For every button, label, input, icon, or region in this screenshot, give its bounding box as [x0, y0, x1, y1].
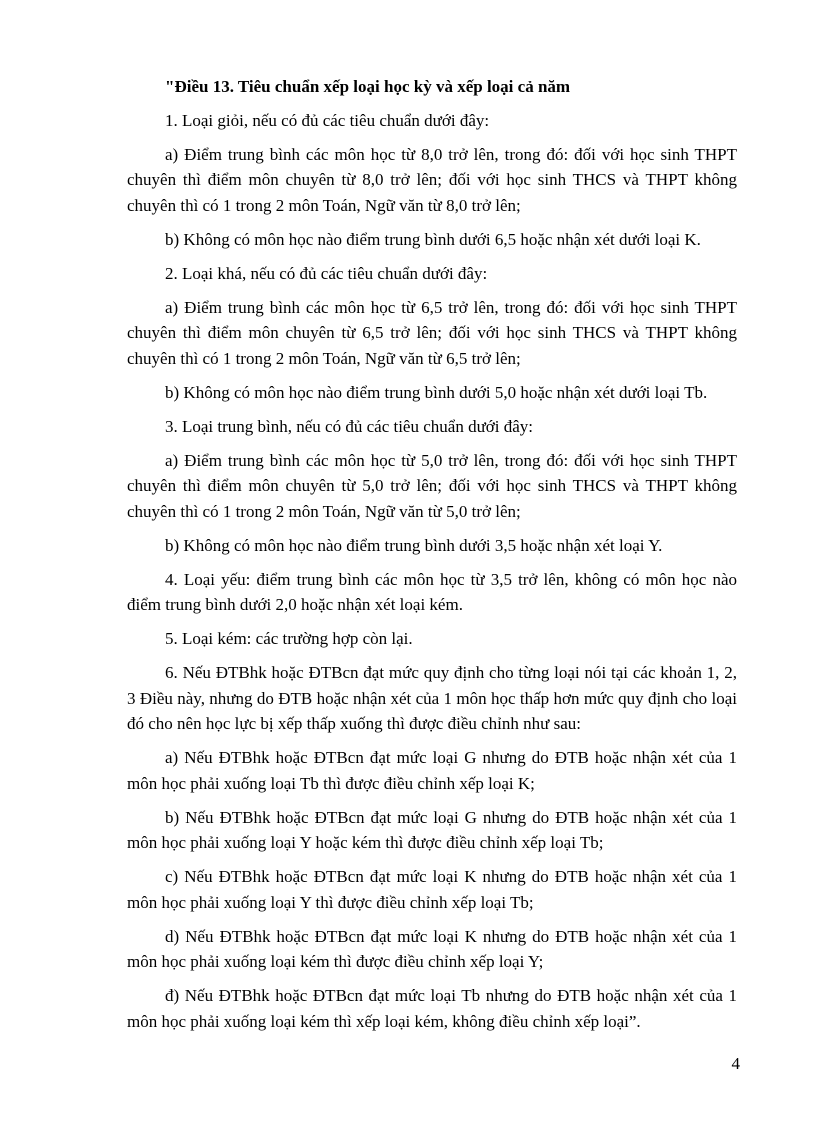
clause-3: 3. Loại trung bình, nếu có đủ các tiêu chuẩn dưới đây:: [165, 416, 534, 436]
article-heading: "Điều 13. Tiêu chuẩn xếp loại học kỳ và xếp loại cả năm: [165, 77, 571, 96]
clause-3a: a) Điểm trung bình các môn học từ 5,0 trở lên, trong đó: đối với học sinh THPT chuyên thì điểm môn chuyên từ 5,0 trở lên; đối với học sinh THCS và THPT không chuyên thì có 1 trong 2 môn Toán, Ngữ văn từ 5,0 trở lên;: [127, 450, 737, 521]
clause-1: 1. Loại giỏi, nếu có đủ các tiêu chuẩn dưới đây:: [165, 110, 490, 130]
clause-6c: c) Nếu ĐTBhk hoặc ĐTBcn đạt mức loại K nhưng do ĐTB hoặc nhận xét của 1 môn học phải xuống loại Y thì được điều chỉnh xếp loại Tb;: [127, 867, 737, 912]
document-body: [127, 74, 737, 1043]
clause-4: 4. Loại yếu: điểm trung bình các môn học từ 3,5 trở lên, không có môn học nào điểm trung bình dưới 2,0 hoặc nhận xét loại kém.: [127, 569, 737, 614]
clause-2b: b) Không có môn học nào điểm trung bình dưới 5,0 hoặc nhận xét dưới loại Tb.: [165, 382, 708, 402]
page-number: 4: [731, 1054, 740, 1073]
clause-1a: a) Điểm trung bình các môn học từ 8,0 trở lên, trong đó: đối với học sinh THPT chuyên thì điểm môn chuyên từ 8,0 trở lên; đối với học sinh THCS và THPT không chuyên thì có 1 trong 2 môn Toán, Ngữ văn từ 8,0 trở lên;: [127, 144, 737, 215]
clause-5: 5. Loại kém: các trường hợp còn lại.: [165, 629, 413, 648]
clause-2: 2. Loại khá, nếu có đủ các tiêu chuẩn dưới đây:: [165, 263, 488, 283]
clause-6dd: đ) Nếu ĐTBhk hoặc ĐTBcn đạt mức loại Tb nhưng do ĐTB hoặc nhận xét của 1 môn học phải xuống loại kém thì xếp loại kém, không điều chỉnh xếp loại”.: [127, 986, 737, 1031]
clause-6d: d) Nếu ĐTBhk hoặc ĐTBcn đạt mức loại K nhưng do ĐTB hoặc nhận xét của 1 môn học phải xuống loại kém thì được điều chỉnh xếp loại Y;: [127, 926, 737, 971]
clause-6b: b) Nếu ĐTBhk hoặc ĐTBcn đạt mức loại G nhưng do ĐTB hoặc nhận xét của 1 môn học phải xuống loại Y hoặc kém thì được điều chỉnh xếp loại Tb;: [127, 807, 737, 852]
clause-6a: a) Nếu ĐTBhk hoặc ĐTBcn đạt mức loại G nhưng do ĐTB hoặc nhận xét của 1 môn học phải xuống loại Tb thì được điều chỉnh xếp loại K;: [127, 748, 737, 793]
clause-6: 6. Nếu ĐTBhk hoặc ĐTBcn đạt mức quy định cho từng loại nói tại các khoản 1, 2, 3 Điều này, nhưng do ĐTB hoặc nhận xét của 1 môn học thấp hơn mức quy định cho loại đó cho nên học lực bị xếp thấp xuống thì được điều chỉnh như sau:: [127, 663, 737, 733]
clause-3b: b) Không có môn học nào điểm trung bình dưới 3,5 hoặc nhận xét loại Y.: [165, 535, 663, 555]
clause-1b: b) Không có môn học nào điểm trung bình dưới 6,5 hoặc nhận xét dưới loại K.: [165, 229, 701, 249]
clause-2a: a) Điểm trung bình các môn học từ 6,5 trở lên, trong đó: đối với học sinh THPT chuyên thì điểm môn chuyên từ 6,5 trở lên; đối với học sinh THCS và THPT không chuyên thì có 1 trong 2 môn Toán, Ngữ văn từ 6,5 trở lên;: [127, 297, 737, 368]
